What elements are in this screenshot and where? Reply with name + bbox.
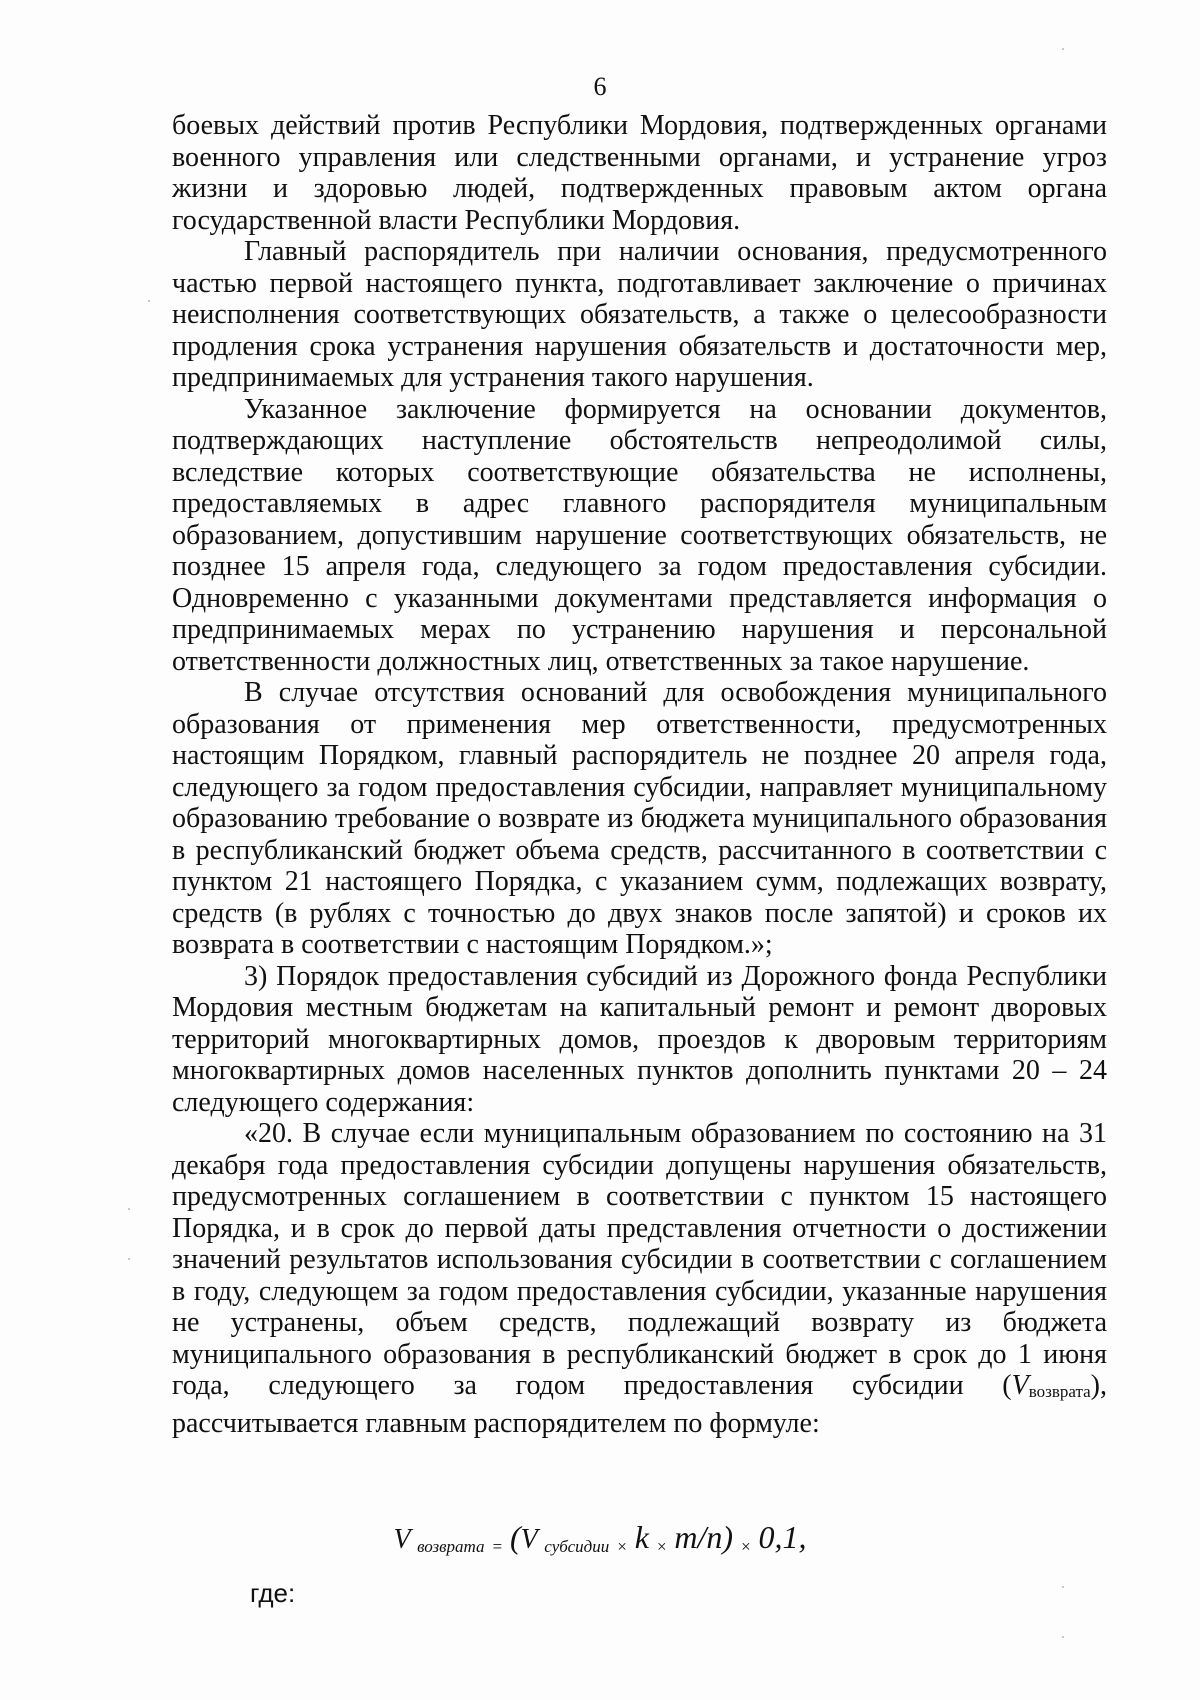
formula-subsidy-symbol: V bbox=[520, 1524, 538, 1555]
formula-equals: = bbox=[491, 1537, 503, 1556]
paragraph-6-text-after: ), рассчитывается главным распорядителем по формуле: bbox=[172, 1370, 1107, 1439]
return-formula bbox=[0, 1520, 1200, 1564]
scan-speck bbox=[128, 1208, 130, 1210]
formula-open-paren: ( bbox=[510, 1519, 521, 1555]
scan-speck bbox=[1062, 1636, 1064, 1638]
formula-subsidy-subscript: субсидии bbox=[544, 1537, 610, 1556]
document-body bbox=[172, 110, 1107, 1439]
paragraph-3: Указанное заключение формируется на основании документов, подтверждающих наступление обстоятельств непреодолимой силы, вследствие которых соответствующие обязательства не исполнены, предоставляемых в адрес главного распорядителя муниципальным образованием, допустившим нарушение соответствующих обязательств, не позднее 15 апреля года, следующего за годом предоставления субсидии. Одновременно с указанными документами представляется информация о предпринимаемых мерах по устранению нарушения и персональной ответственности должностных лиц, ответственных за такое нарушение. bbox=[172, 393, 1107, 677]
formula-times-2: × bbox=[655, 1537, 668, 1556]
formula-lhs-subscript: возврата bbox=[417, 1537, 485, 1556]
scan-speck bbox=[1062, 1586, 1064, 1588]
paragraph-1: боевых действий против Республики Мордовия, подтвержденных органами военного управления или следственными органами, и устранение угроз жизни и здоровью людей, подтвержденных правовым актом органа государственной власти Республики Мордовия. bbox=[172, 110, 1107, 236]
formula-k: k bbox=[634, 1519, 649, 1555]
where-label: где: bbox=[250, 1578, 296, 1608]
paragraph-6-text-before: «20. В случае если муниципальным образованием по состоянию на 31 декабря года предоставления субсидии допущены нарушения обязательств, предусмотренных соглашением в соответствии с пунктом 15 настоящего Порядка, и в срок до первой даты представления отчетности о достижении значений результатов использования субсидии в соответствии с соглашением в году, следующем за годом предоставления субсидии, указанные нарушения не устранены, объем средств, подлежащий возврату из бюджета муниципального образования в республиканский бюджет в срок до 1 июня года, следующего за годом предоставления субсидии ( bbox=[172, 1118, 1107, 1401]
paragraph-4: В случае отсутствия оснований для освобождения муниципального образования от применения мер ответственности, предусмотренных настоящим Порядком, главный распорядитель не позднее 20 апреля года, следующего за годом предоставления субсидии, направляет муниципальному образованию требование о возврате из бюджета муниципального образования в республиканский бюджет объема средств, рассчитанного в соответствии с пунктом 21 настоящего Порядка, с указанием сумм, подлежащих возврату, средств (в рублях с точностью до двух знаков после запятой) и сроков их возврата в соответствии с настоящим Порядком.»; bbox=[172, 677, 1107, 960]
page-number: 6 bbox=[593, 72, 607, 101]
return-variable-symbol: V bbox=[1011, 1370, 1029, 1401]
scan-speck bbox=[148, 300, 150, 302]
formula-ratio: m/n) bbox=[674, 1519, 734, 1555]
return-variable-subscript: возврата bbox=[1028, 1382, 1091, 1401]
paragraph-6 bbox=[172, 1118, 1107, 1439]
formula-coefficient: 0,1, bbox=[758, 1519, 807, 1555]
scan-speck bbox=[1062, 48, 1064, 50]
formula-times-3: × bbox=[740, 1537, 752, 1556]
formula-lhs-symbol: V bbox=[393, 1524, 411, 1555]
formula-times-1: × bbox=[616, 1537, 628, 1556]
paragraph-5: 3) Порядок предоставления субсидий из Дорожного фонда Республики Мордовия местным бюджетам на капитальный ремонт и ремонт дворовых территорий многоквартирных домов, проездов к дворовым территориям многоквартирных домов населенных пунктов дополнить пунктами 20 – 24 следующего содержания: bbox=[172, 960, 1107, 1118]
scan-speck bbox=[128, 1258, 130, 1260]
paragraph-2: Главный распорядитель при наличии основания, предусмотренного частью первой настоящего пункта, подготавливает заключение о причинах неисполнения соответствующих обязательств, а также о целесообразности продления срока устранения нарушения обязательств и достаточности мер, предпринимаемых для устранения такого нарушения. bbox=[172, 236, 1107, 393]
